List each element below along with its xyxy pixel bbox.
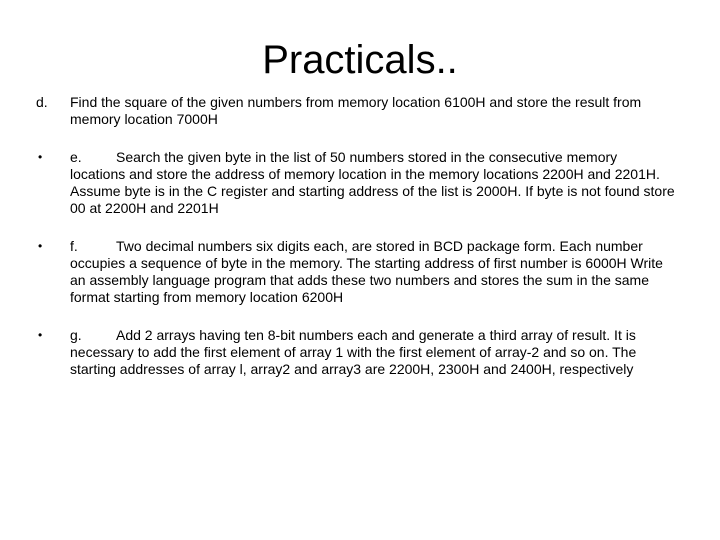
item-letter: e. xyxy=(70,149,82,165)
item-letter: g. xyxy=(70,327,82,343)
list-item-g xyxy=(36,327,676,378)
list-item-d xyxy=(36,94,676,128)
item-text: Search the given byte in the list of 50 numbers stored in the consecutive memory locations and store the address of memory location in the memory locations 2200H and 2201H. Assume byte is in the C register and starting address of the list is 2000H. If byte is not found store 00 at 2200H and 2201H xyxy=(70,149,675,216)
item-marker: d. xyxy=(36,94,48,110)
list-item-f xyxy=(36,238,676,306)
bullet-icon: • xyxy=(38,328,43,342)
bullet-icon: • xyxy=(38,150,43,164)
item-text: Add 2 arrays having ten 8-bit numbers each and generate a third array of result. It is necessary to add the first element of array 1 with the first element of array-2 and so on. The starting addresses of array l, array2 and array3 are 2200H, 2300H and 2400H, respectively xyxy=(70,327,637,377)
item-text: Two decimal numbers six digits each, are stored in BCD package form. Each number occupies a sequence of byte in the memory. The starting address of first number is 6000H Write an assembly language program that adds these two numbers and stores the sum in the same format starting from memory location 6200H xyxy=(70,238,663,305)
list-item-e xyxy=(36,149,676,217)
bullet-icon: • xyxy=(38,239,43,253)
slide-title: Practicals.. xyxy=(262,38,458,82)
item-text: Find the square of the given numbers from memory location 6100H and store the result from memory location 7000H xyxy=(70,94,642,127)
practicals-list xyxy=(36,94,676,399)
item-letter: f. xyxy=(70,238,78,254)
